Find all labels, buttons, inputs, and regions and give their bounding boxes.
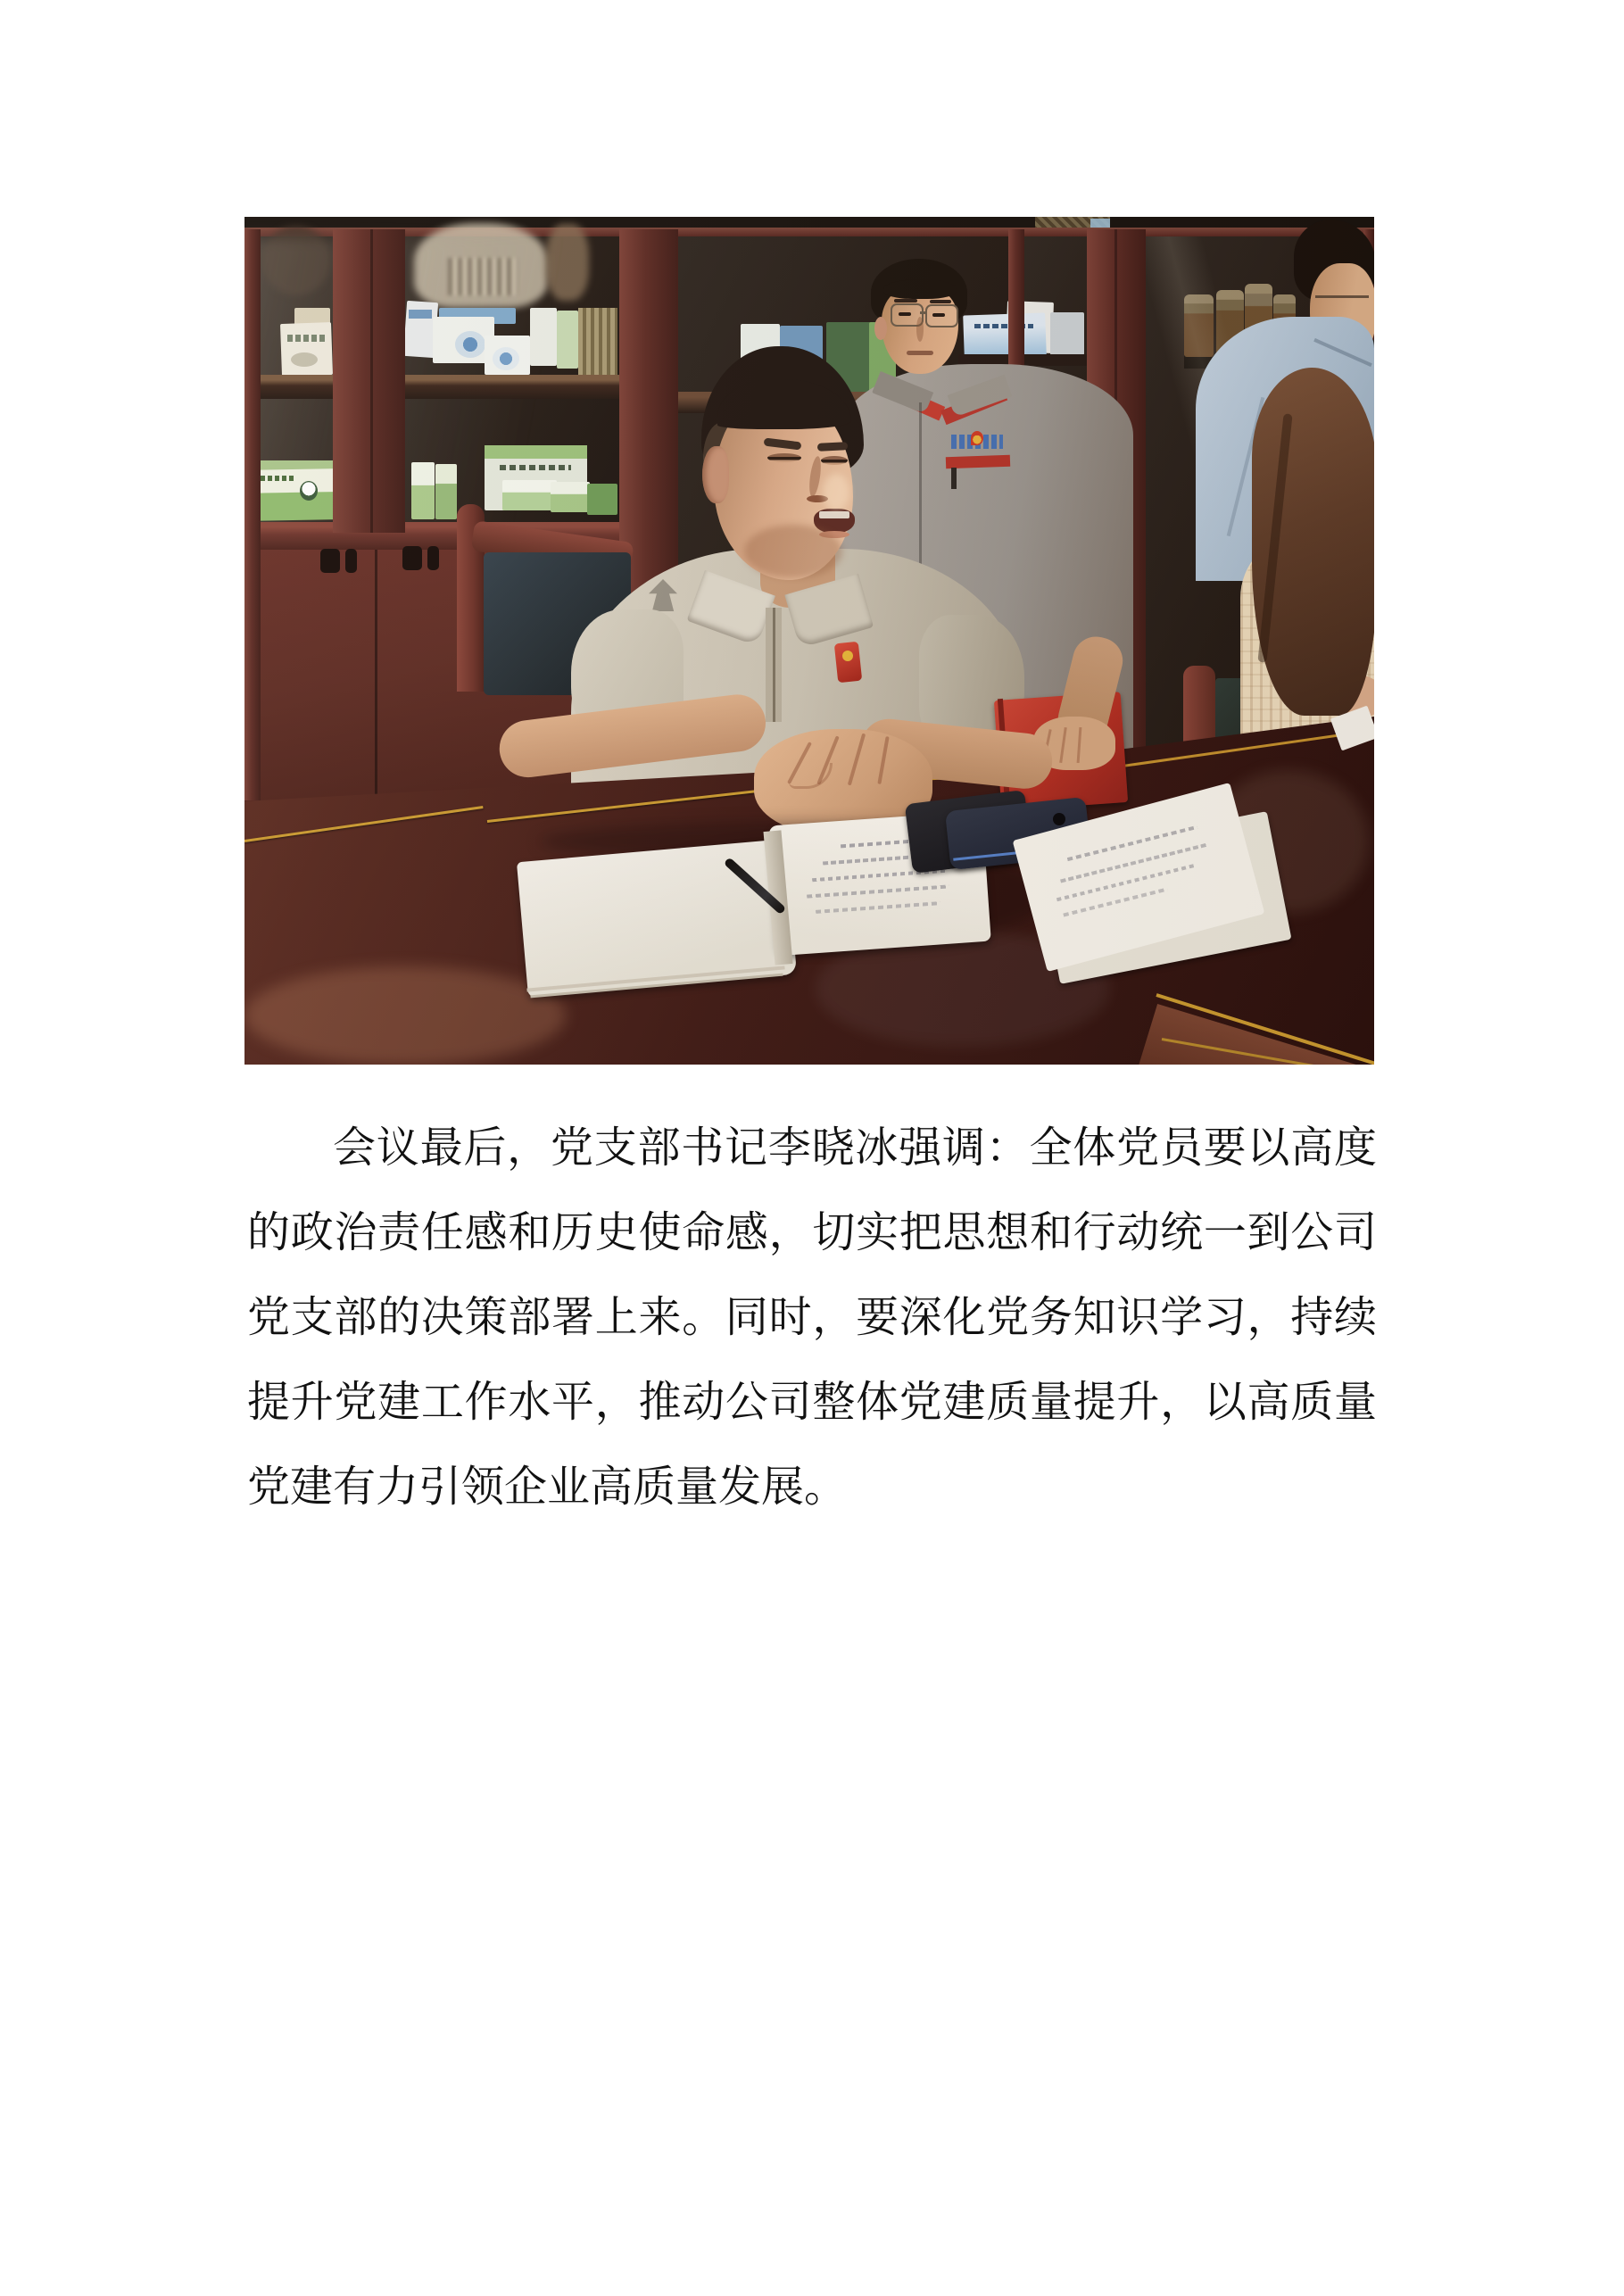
green-product-box — [502, 480, 557, 510]
party-badge — [834, 642, 862, 684]
shelf-board — [261, 375, 619, 399]
certificate-card — [963, 312, 1047, 358]
speaker-eyebrow-right — [817, 442, 848, 452]
notebook-left-page — [517, 839, 797, 998]
cabinet-pillar — [333, 229, 405, 533]
glasses-bridge — [920, 311, 926, 314]
vent-slot — [402, 546, 422, 570]
uniform-red-stripe — [946, 455, 1010, 469]
speaker-eye-right — [821, 456, 848, 465]
medicine-box — [280, 322, 333, 377]
uniform-man-ear — [874, 317, 887, 340]
speaker-jaw-shadow — [744, 525, 842, 578]
speaker-cheek-highlight — [823, 474, 849, 511]
green-product-box — [551, 482, 590, 512]
green-box — [411, 462, 435, 519]
vent-slot — [320, 549, 340, 573]
speaker-eye-left — [767, 453, 801, 462]
vent-slot — [345, 549, 357, 573]
uniform-man-eyebrow — [894, 299, 917, 303]
vent-slot — [427, 546, 439, 570]
medicine-box-art — [493, 347, 519, 370]
table-reflection-warm — [244, 966, 566, 1065]
panda-mascot — [300, 481, 318, 501]
green-product-box — [587, 484, 617, 515]
board-text-dashes — [500, 465, 571, 470]
uniform-man-eye — [932, 313, 945, 317]
medicine-box — [530, 308, 557, 366]
speaker-ear — [702, 446, 729, 503]
speaker-teeth — [819, 511, 849, 518]
party-badge-emblem — [842, 651, 853, 661]
medicine-box-art — [455, 331, 485, 358]
uniform-logo-flame — [971, 431, 983, 445]
paragraph-line: 提升党建工作水平，推动公司整体党建质量提升，以高质量 — [247, 1379, 1377, 1426]
certificate-card — [1050, 312, 1084, 355]
medicine-box — [557, 311, 578, 369]
paragraph-line: 党支部的决策部署上来。同时，要深化党务知识学习，持续 — [247, 1294, 1377, 1341]
pillar-seam — [370, 229, 373, 533]
speaker-zip-line — [773, 608, 775, 722]
medicine-box-art — [291, 352, 318, 367]
medicine-box-label — [409, 310, 432, 319]
certificate-text — [974, 324, 1033, 328]
blue-shirt-man-glasses — [1315, 295, 1369, 298]
meeting-photo — [244, 217, 1374, 1065]
cabinet-frame-left — [244, 229, 261, 800]
bamboo-sticks — [578, 308, 617, 375]
uniform-man-eyebrow — [930, 300, 951, 303]
medicine-box-art — [287, 335, 325, 342]
door-seam — [375, 550, 377, 800]
uniform-pen — [951, 468, 957, 489]
paragraph-line: 党建有力引领企业高质量发展。 — [247, 1463, 848, 1511]
uniform-man-nose-shadow — [916, 317, 924, 342]
uniform-man-eye — [899, 312, 911, 316]
paragraph-line: 会议最后，党支部书记李晓冰强调：全体党员要以高度 — [333, 1124, 1377, 1172]
green-box — [435, 464, 457, 519]
smartphone-camera — [1053, 813, 1065, 825]
body-paragraph — [247, 1106, 1377, 1529]
uniform-man-forehead-hairline — [883, 279, 957, 299]
board-header — [485, 445, 587, 459]
uniform-man-mouth — [907, 351, 933, 355]
paragraph-line: 的政治责任感和历史使命感，切实把思想和行动统一到公司 — [247, 1209, 1377, 1256]
